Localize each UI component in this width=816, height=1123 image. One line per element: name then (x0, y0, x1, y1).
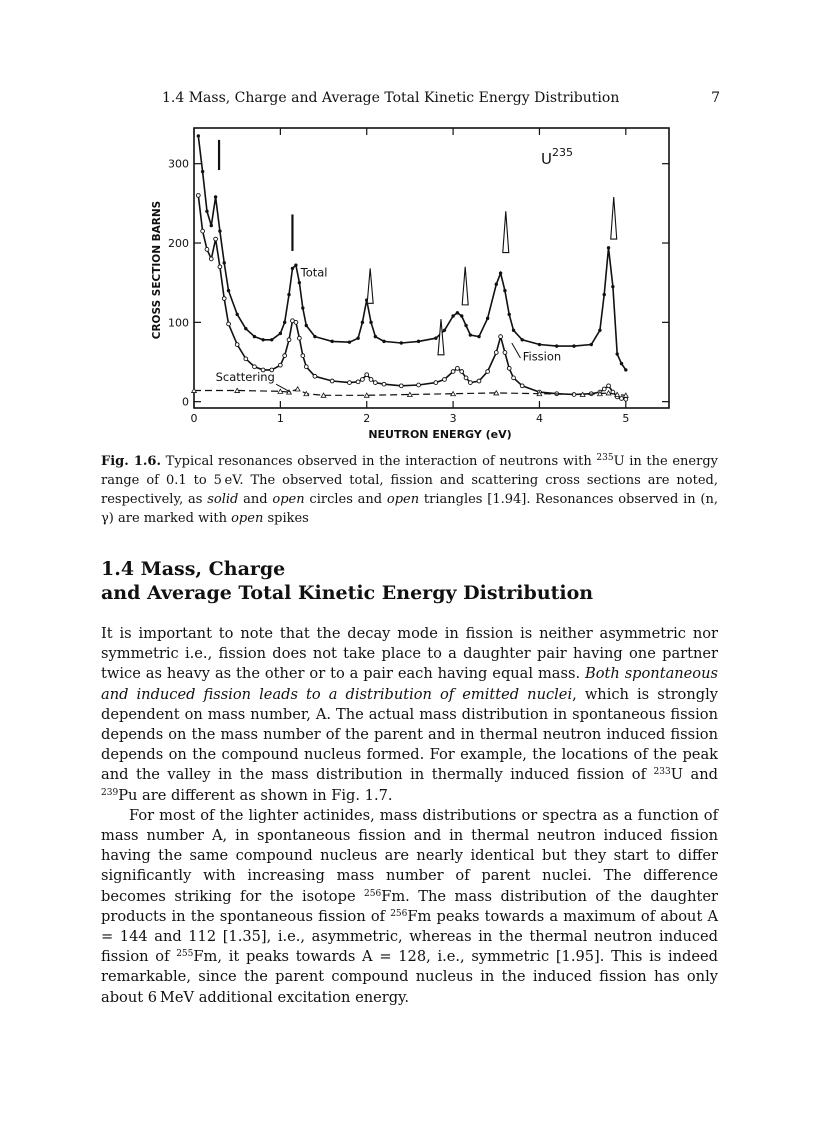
running-head-title: 1.4 Mass, Charge and Average Total Kinetic Energy Distribution (162, 90, 620, 106)
data-point-total (611, 285, 614, 288)
data-point-total (287, 293, 290, 296)
data-point-total (270, 338, 273, 341)
data-point-total (443, 329, 446, 332)
annotation-leader-scattering (276, 384, 291, 392)
data-point-scattering (408, 392, 413, 396)
isotope-label (541, 146, 573, 168)
data-point-total (620, 362, 623, 365)
page-number: 7 (711, 90, 720, 106)
figure-caption (101, 452, 718, 528)
data-point-fission (313, 374, 317, 378)
paragraph-text: Pu are different as shown in Fig. 1.7. (118, 786, 393, 804)
data-point-fission (214, 237, 218, 241)
data-point-fission (494, 351, 498, 355)
data-point-fission (244, 357, 248, 361)
data-point-total (244, 327, 247, 330)
figure-1-6 (120, 120, 680, 450)
data-point-total (197, 134, 200, 137)
resonance-spike-open (503, 211, 509, 252)
paragraph-2 (101, 806, 718, 1008)
data-point-fission (304, 365, 308, 369)
data-point-fission (468, 381, 472, 385)
data-point-total (477, 335, 480, 338)
data-point-fission (227, 322, 231, 326)
data-point-total (279, 332, 282, 335)
data-point-total (598, 329, 601, 332)
data-point-total (261, 338, 264, 341)
paragraph-text: , which is strongly dependent on mass number, A. The actual mass distribution in spontaneous fission depends on the mass number of the parent and in thermal neutron induced fission depends on the compound nucleus formed. For example, the locations of the peak and the valley in the mass distribution in thermally induced fission of (101, 685, 718, 784)
data-point-total (495, 283, 498, 286)
caption-text: spikes (263, 511, 309, 526)
data-point-total (512, 329, 515, 332)
data-point-fission (503, 351, 507, 355)
data-point-total (486, 317, 489, 320)
data-point-total (538, 343, 541, 346)
caption-emphasis: solid (207, 492, 239, 507)
data-point-total (555, 344, 558, 347)
spike-layer (219, 140, 617, 355)
axis-ticks (194, 128, 669, 408)
data-point-total (464, 324, 467, 327)
data-point-fission (369, 378, 373, 382)
data-point-total (615, 352, 618, 355)
x-tick-label: 2 (363, 412, 371, 425)
data-point-fission (235, 343, 239, 347)
data-point-total (469, 333, 472, 336)
x-tick-label: 0 (190, 412, 198, 425)
data-point-total (451, 314, 454, 317)
data-point-total (218, 229, 221, 232)
y-tick-label: 300 (168, 157, 189, 171)
section-heading-line2: and Average Total Kinetic Energy Distribution (101, 582, 594, 604)
y-tick-label: 0 (182, 395, 189, 409)
x-tick-label: 1 (276, 412, 284, 425)
data-point-fission (361, 378, 365, 382)
isotope-mass: 235 (551, 146, 573, 159)
data-point-total (607, 246, 610, 249)
data-point-fission (399, 384, 403, 388)
curve-annotation: Fission (522, 349, 562, 364)
y-axis-label: CROSS SECTION BARNS (151, 200, 163, 340)
data-point-fission (507, 366, 511, 370)
caption-text: and (238, 492, 273, 507)
data-point-total (369, 321, 372, 324)
data-point-scattering (295, 387, 300, 391)
data-point-fission (456, 366, 460, 370)
data-point-fission (624, 397, 628, 401)
paragraph-text: Fm. The mass distribution of the daughter products in the spontaneous fission of (101, 887, 719, 925)
data-point-fission (283, 354, 287, 358)
data-point-total (434, 336, 437, 339)
data-point-fission (512, 376, 516, 380)
data-point-fission (253, 365, 257, 369)
resonance-spike-open (367, 268, 373, 303)
superscript: 255 (176, 949, 194, 960)
caption-text: U in the energy range of 0.1 to 5 eV. The observed total, fission and scattering cross sections are noted, respectively, as (101, 454, 718, 507)
series-line-total (198, 136, 626, 370)
data-point-total (456, 311, 459, 314)
data-point-fission (607, 384, 611, 388)
paragraph-emphasis: Both spontaneous and induced fission leads to a distribution of emitted nuclei (101, 665, 718, 703)
x-tick-label: 4 (535, 412, 543, 425)
data-point-fission (356, 380, 360, 384)
data-point-total (460, 314, 463, 317)
resonance-spike-open (611, 197, 617, 239)
isotope-symbol: U (541, 150, 552, 168)
superscript: 256 (364, 888, 382, 899)
data-point-total (503, 289, 506, 292)
data-point-total (499, 271, 502, 274)
data-point-fission (222, 297, 226, 301)
data-point-fission (287, 338, 291, 342)
data-point-fission (297, 336, 301, 340)
series-layer (192, 134, 629, 401)
superscript: 239 (101, 787, 119, 798)
data-point-total (508, 313, 511, 316)
caption-text: circles and (304, 492, 387, 507)
data-point-fission (486, 370, 490, 374)
data-point-total (298, 281, 301, 284)
data-point-total (283, 321, 286, 324)
y-tick-label: 200 (168, 237, 189, 251)
data-point-total (223, 261, 226, 264)
caption-emphasis: open (231, 511, 264, 526)
data-point-total (520, 338, 523, 341)
data-point-total (572, 344, 575, 347)
paragraph-text: Fm, it peaks towards A = 128, i.e., symmetric [1.95]. This is indeed remarkable, since the parent compound nucleus in the induced fission has only about 6 MeV additional excitation energy. (101, 948, 719, 1006)
paragraph-text: It is important to note that the decay mode in fission is neither asymmetric nor symmetric i.e., fission does not take place to a daughter pair having one partner twice as heavy as the other or to a pair each having equal mass. (101, 625, 718, 683)
data-point-total (356, 336, 359, 339)
caption-emphasis: open (272, 492, 305, 507)
data-point-total (400, 341, 403, 344)
superscript: 256 (390, 908, 408, 919)
data-point-fission (209, 257, 213, 261)
y-tick-label: 100 (168, 316, 189, 330)
data-point-total (201, 170, 204, 173)
data-point-fission (602, 387, 606, 391)
data-point-fission (460, 370, 464, 374)
data-point-fission (301, 354, 305, 358)
data-point-total (313, 335, 316, 338)
data-point-fission (348, 381, 352, 385)
data-point-fission (278, 363, 282, 367)
data-point-fission (382, 382, 386, 386)
data-point-total (291, 267, 294, 270)
caption-text: triangles [1.94]. Resonances observed in (n, γ) are marked with (101, 492, 718, 526)
curve-annotation: Total (300, 265, 328, 280)
body-text (101, 624, 718, 1008)
caption-superscript: 235 (596, 453, 614, 463)
data-point-fission (620, 397, 624, 401)
caption-emphasis: open (386, 492, 420, 507)
data-point-total (210, 224, 213, 227)
paragraph-1 (101, 624, 718, 806)
data-point-total (330, 340, 333, 343)
data-point-total (624, 368, 627, 371)
data-point-total (227, 289, 230, 292)
data-point-total (348, 340, 351, 343)
data-point-total (417, 340, 420, 343)
data-point-fission (477, 379, 481, 383)
data-point-fission (201, 229, 205, 233)
data-point-fission (434, 381, 438, 385)
data-point-total (590, 343, 593, 346)
data-point-fission (499, 335, 503, 339)
superscript: 233 (653, 767, 671, 778)
caption-label: Fig. 1.6. (101, 454, 161, 469)
data-point-total (205, 210, 208, 213)
x-axis-label: NEUTRON ENERGY (eV) (368, 428, 512, 441)
data-point-fission (520, 384, 524, 388)
data-point-total (235, 313, 238, 316)
resonance-spike-open (462, 267, 468, 305)
data-point-total (301, 306, 304, 309)
data-point-fission (365, 373, 369, 377)
data-point-fission (218, 265, 222, 269)
resonance-chart (120, 120, 680, 450)
data-point-total (214, 195, 217, 198)
data-point-total (382, 340, 385, 343)
data-point-fission (196, 194, 200, 198)
data-point-fission (373, 381, 377, 385)
data-point-total (374, 335, 377, 338)
x-tick-label: 5 (622, 412, 630, 425)
data-point-total (305, 324, 308, 327)
paragraph-text: Fm peaks towards a maximum of about A = 144 and 112 [1.35], i.e., asymmetric, whereas in the thermal neutron induced fission of (101, 907, 718, 966)
curve-annotation: Scattering (215, 370, 275, 385)
data-point-fission (294, 320, 298, 324)
section-heading (101, 557, 721, 605)
data-point-fission (451, 370, 455, 374)
data-point-fission (443, 378, 447, 382)
data-point-total (361, 321, 364, 324)
section-heading-line1: 1.4 Mass, Charge (101, 558, 286, 580)
data-point-fission (464, 376, 468, 380)
data-point-total (294, 264, 297, 267)
data-point-fission (417, 383, 421, 387)
resonance-spike-open (438, 319, 444, 355)
data-point-fission (330, 379, 334, 383)
data-point-total (253, 335, 256, 338)
data-point-fission (205, 247, 209, 251)
plot-frame (194, 128, 669, 408)
x-tick-label: 3 (449, 412, 457, 425)
caption-text: Typical resonances observed in the interaction of neutrons with (161, 454, 597, 469)
data-point-total (603, 293, 606, 296)
annotation-leader-fission (512, 343, 521, 358)
paragraph-text: For most of the lighter actinides, mass distributions or spectra as a function of mass number A, in spontaneous fission and in thermal neutron induced fission having the same compound nucleus are nearly identical but they start to differ significantly with increasing mass number of parent nuclei. The difference becomes striking for the isotope (101, 806, 718, 905)
paragraph-text: U and (670, 766, 718, 784)
